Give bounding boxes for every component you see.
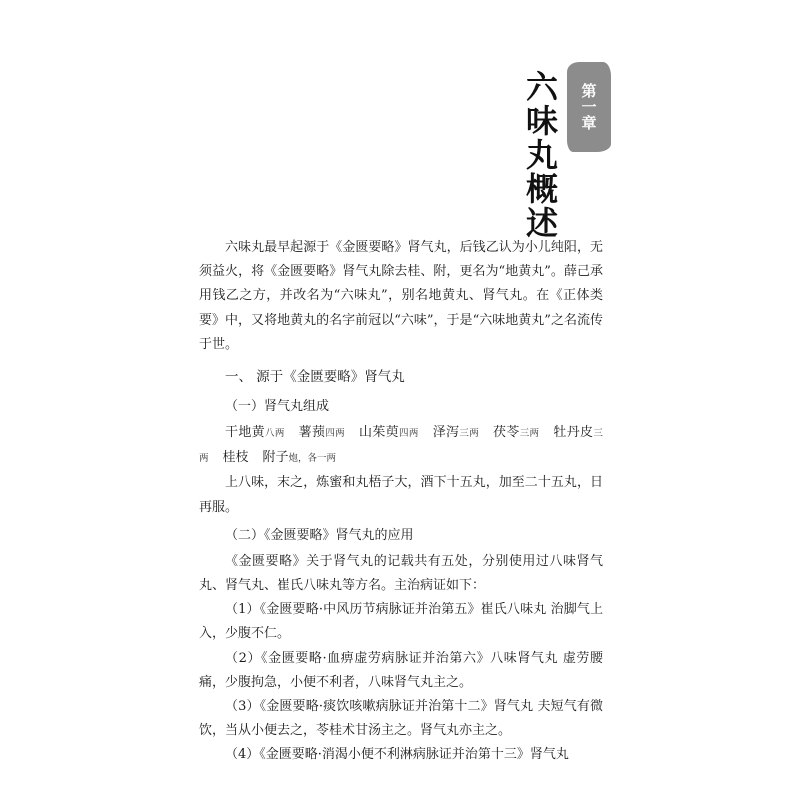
section-heading: 一、 源于《金匮要略》肾气丸 — [225, 369, 405, 386]
chapter-number-badge — [567, 62, 611, 152]
herb-item: 山茱萸四两 — [359, 425, 419, 441]
intro-paragraph: 六味丸最早起源于《金匮要略》肾气丸，后钱乙认为小儿纯阳，无须益火，将《金匮要略》肾气丸除去桂、附，更名为“地黄丸”。薛己承用钱乙之方，并改名为“六味丸”，别名地黄丸、肾气丸。在《正体类要》中，又将地黄丸的名字前冠以“六味”，于是“六味地黄丸”之名流传于世。 — [199, 240, 603, 352]
application-item: （4）《金匮要略·消渴小便不利淋病脉证并治第十三》肾气丸 — [225, 747, 569, 763]
herb-list — [199, 421, 603, 471]
herb-item: 茯苓三两 — [493, 425, 540, 441]
subsection-heading-application: （二）《金匮要略》肾气丸的应用 — [225, 527, 414, 543]
preparation-method: 上八味，末之，炼蜜和丸梧子大，酒下十五丸，加至二十五丸，日再服。 — [199, 475, 603, 515]
application-intro: 《金匮要略》关于肾气丸的记载共有五处，分别使用过八味肾气丸、肾气丸、崔氏八味丸等方名。主治病证如下： — [199, 553, 603, 594]
herb-item: 附子炮，各一两 — [262, 450, 337, 466]
herb-item: 泽泻三两 — [432, 425, 480, 441]
herb-item: 牡丹皮三两 — [199, 425, 603, 465]
chapter-number-text: 第一章 — [579, 83, 598, 131]
body-text — [199, 236, 603, 768]
herb-item: 干地黄八两 — [225, 425, 285, 441]
application-item: （1）《金匮要略·中风历节病脉证并治第五》崔氏八味丸 治脚气上入，少腹不仁。 — [199, 602, 603, 642]
application-item: （3）《金匮要略·痰饮咳嗽病脉证并治第十二》肾气丸 夫短气有微饮，当从小便去之，苓桂术甘汤主之。肾气丸亦主之。 — [199, 699, 603, 739]
chapter-title: 六味丸概述 — [521, 70, 559, 240]
herb-item: 薯蓣四两 — [298, 425, 346, 441]
subsection-heading-composition: （一）肾气丸组成 — [225, 399, 330, 415]
herb-item: 桂枝 — [222, 450, 249, 466]
application-item: （2）《金匮要略·血痹虚劳病脉证并治第六》八味肾气丸 虚劳腰痛，少腹拘急，小便不利者，八味肾气丸主之。 — [199, 650, 603, 690]
